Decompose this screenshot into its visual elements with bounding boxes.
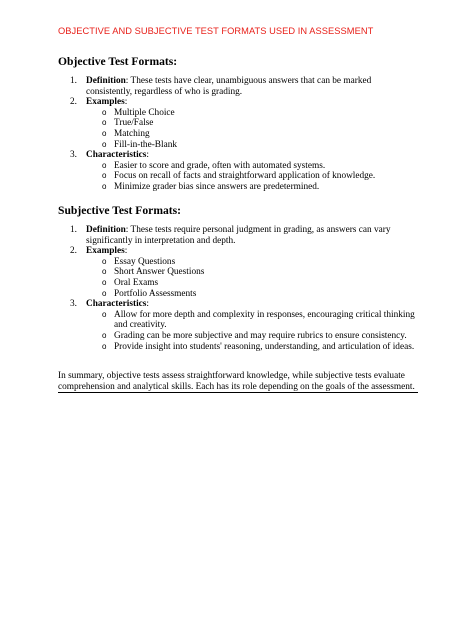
list-item: o Short Answer Questions bbox=[102, 267, 205, 278]
circle-bullet-icon: o bbox=[102, 330, 107, 340]
subjective-examples-item: 2. Examples: bbox=[70, 246, 128, 257]
subjective-characteristics-item: 3. Characteristics: bbox=[70, 299, 150, 310]
list-item: o Focus on recall of facts and straightforward application of knowledge. bbox=[102, 171, 376, 182]
list-item: o Easier to score and grade, often with automated systems. bbox=[102, 160, 326, 171]
circle-bullet-icon: o bbox=[102, 341, 107, 351]
subjective-definition-item bbox=[58, 225, 418, 246]
circle-bullet-icon: o bbox=[102, 288, 107, 298]
objective-characteristics-item: 3. Characteristics: bbox=[70, 150, 150, 161]
circle-bullet-icon: o bbox=[102, 118, 107, 128]
list-item: o Oral Exams bbox=[102, 277, 159, 288]
examples-label: Examples bbox=[86, 97, 125, 108]
list-item: o Minimize grader bias since answers are predetermined. bbox=[102, 181, 320, 192]
objective-examples-item: 2. Examples: bbox=[70, 97, 128, 108]
subjective-list bbox=[58, 225, 418, 352]
list-item: o Grading can be more subjective and may require rubrics to ensure consistency. bbox=[102, 330, 407, 341]
list-item: o Fill-in-the-Blank bbox=[102, 139, 178, 150]
definition-label: Definition bbox=[86, 225, 126, 235]
objective-heading: Objective Test Formats: bbox=[58, 55, 178, 68]
list-item: o Multiple Choice bbox=[102, 107, 175, 118]
circle-bullet-icon: o bbox=[102, 277, 107, 287]
summary-paragraph: In summary, objective tests assess straightforward knowledge, while subjective tests evaluate comprehension and analytical skills. Each has its role depending on the goals of the assessment. bbox=[58, 371, 418, 393]
definition-text: : These tests require personal judgment in grading, as answers can vary significantly in interpretation and depth. bbox=[86, 225, 391, 246]
circle-bullet-icon: o bbox=[102, 128, 107, 138]
document-title: OBJECTIVE AND SUBJECTIVE TEST FORMATS USED IN ASSESSMENT bbox=[58, 26, 374, 36]
circle-bullet-icon: o bbox=[102, 107, 107, 117]
list-number: 2. bbox=[70, 246, 77, 257]
circle-bullet-icon: o bbox=[102, 139, 107, 149]
circle-bullet-icon: o bbox=[102, 256, 107, 266]
circle-bullet-icon: o bbox=[102, 267, 107, 277]
circle-bullet-icon: o bbox=[102, 181, 107, 191]
list-item: o True/False bbox=[102, 118, 154, 129]
subjective-heading: Subjective Test Formats: bbox=[58, 204, 182, 217]
definition-label: Definition bbox=[86, 76, 126, 86]
list-item: o Matching bbox=[102, 128, 150, 139]
examples-label: Examples bbox=[86, 246, 125, 257]
characteristics-label: Characteristics bbox=[86, 299, 147, 310]
list-number: 3. bbox=[70, 150, 77, 161]
characteristics-label: Characteristics bbox=[86, 150, 147, 161]
circle-bullet-icon: o bbox=[102, 309, 107, 319]
list-number: 1. bbox=[70, 225, 77, 235]
definition-text: : These tests have clear, unambiguous answers that can be marked consistently, regardless of who is grading. bbox=[86, 76, 372, 97]
list-item: o Provide insight into students' reasoning, understanding, and articulation of ideas. bbox=[102, 341, 415, 352]
list-item: o Essay Questions bbox=[102, 256, 176, 267]
circle-bullet-icon: o bbox=[102, 171, 107, 181]
list-number: 2. bbox=[70, 97, 77, 108]
list-number: 1. bbox=[70, 76, 77, 86]
list-item: o Allow for more depth and complexity in responses, encouraging critical thinking and creativity. bbox=[102, 309, 415, 331]
list-item: o Portfolio Assessments bbox=[102, 288, 197, 299]
circle-bullet-icon: o bbox=[102, 160, 107, 170]
list-number: 3. bbox=[70, 299, 77, 310]
objective-list bbox=[58, 76, 418, 193]
objective-definition-item bbox=[58, 76, 418, 97]
